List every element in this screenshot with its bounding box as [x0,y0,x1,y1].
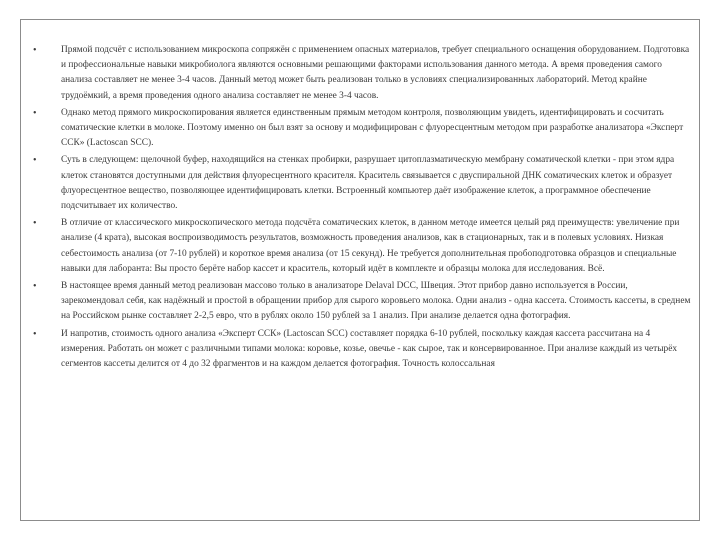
list-item [33,43,693,104]
paragraph-text: В настоящее время данный метод реализован массово только в анализаторе Delaval DCC, Швеция. Этот прибор давно используется в России, зарекомендовал себя, как надёжный и простой в обращении прибор для сырого коровьего молока. Одни анализ - одна кассета. Стоимость кассеты, в среднем на Российском рынке составляет 2-2,5 евро, что в рублях около 150 рублей за 1 анализ. При анализе делается одна фотография. [61,281,691,322]
bullet-icon: • [33,155,37,167]
list-item [33,153,693,214]
paragraph-text: Однако метод прямого микроскопирования является единственным прямым методом контроля, позволяющим увидеть, идентифицировать и сосчитать соматические клетки в молоке. Поэтому именно он был взят за основу и модифицирован с флуоресцентным методом при разработке анализатора «Эксперт ССК» (Lactoscan SCC). [61,107,684,149]
bullet-list [33,43,693,374]
bullet-icon: • [33,281,37,293]
list-item [33,327,693,373]
paragraph-text: В отличие от классического микроскопического метода подсчёта соматических клеток, в данном методе имеется целый ряд преимуществ: увеличение при анализе (4 крата), высокая воспроизводимость результатов, возможность проведения анализов, как в стационарных, так и в полевых условиях. Низкая себестоимость анализа (от 7-10 рублей) и короткое время анализа (от 15 секунд). Не требуется дополнительная пробоподготовка образцов и специальные навыки для лаборанта: Вы просто берёте набор кассет и краситель, который идёт в комплекте и образцы молока для исследования. Всё. [61,218,680,274]
paragraph-text: Прямой подсчёт с использованием микроскопа сопряжён с применением опасных материалов, требует специального оснащения оборудованием. Подготовка и профессиональные навыки микробиолога являются основными решающими факторами использования данного метода. А время проведения самого анализа составляет не менее 3-4 часов. Данный метод может быть реализован только в условиях специализированных лабораторий. Метод крайне трудоёмкий, а время проведения одного анализа составляет не менее 3-4 часов. [61,45,690,101]
paragraph-text: Суть в следующем: щелочной буфер, находящийся на стенках пробирки, разрушает цитоплазматическую мембрану соматической клетки - при этом ядра клеток становятся доступными для действия флуоресцентного красителя. Краситель связывается с двуспиральной ДНК соматических клеток и образует флуоресцентное вещество, позволяющее идентифицировать клетки. Встроенный компьютер даёт изображение клеток, а программное обеспечение подсчитывает их количество. [61,155,675,212]
list-item [33,216,693,277]
list-item [33,106,693,152]
bullet-icon: • [33,107,37,119]
paragraph-text: И напротив, стоимость одного анализа «Эксперт ССК» (Lactoscan SCC) составляет порядка 6-10 рублей, поскольку каждая кассета рассчитана на 4 измерения. Работать он может с различными типами молока: коровье, козье, овечье - как сырое, так и консервированное. При анализе каждый из четырёх сегментов кассеты делится от 4 до 32 фрагментов и на каждом делается фотография. Точность колоссальная [61,328,678,370]
bullet-icon: • [33,328,37,340]
bullet-icon: • [33,45,37,56]
bullet-icon: • [33,218,37,230]
list-item [33,279,693,325]
